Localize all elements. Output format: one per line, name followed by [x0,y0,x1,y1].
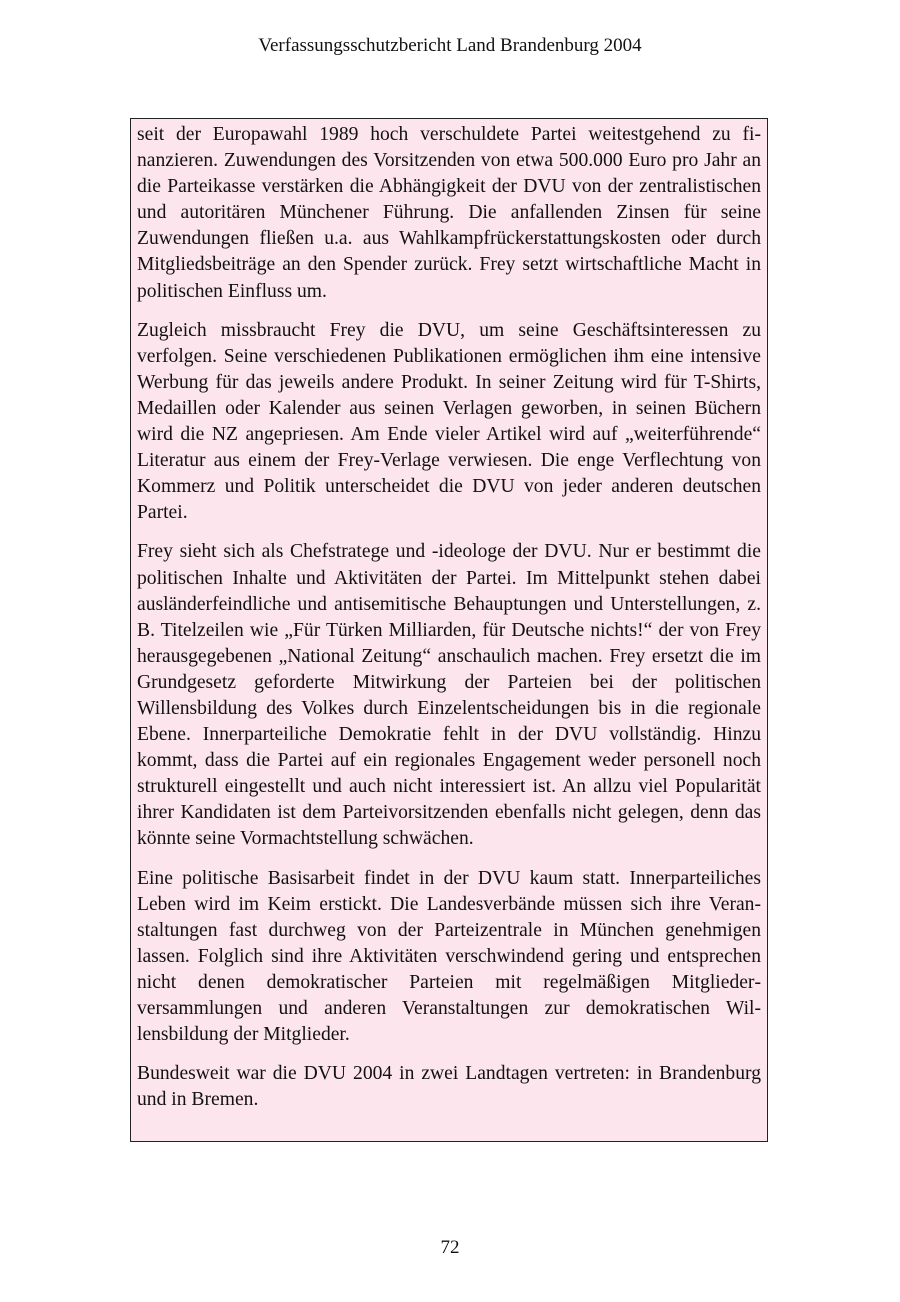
running-header: Verfassungsschutzbericht Land Brandenburg 2004 [258,35,642,56]
page-number: 72 [440,1237,460,1258]
highlighted-text-box [130,118,768,1142]
paragraph-financing: seit der Europawahl 1989 hoch verschuldete Partei weitestgehend zu finanzieren. Zuwendungen des Vorsitzenden von etwa 500.000 Euro pro Jahr an die Parteikasse verstärken die Abhängigkeit der DVU von der zentralistischen und autoritären Münchener Führung. Die anfallenden Zinsen für seine Zuwendungen fließen u.a. aus Wahlkampfrückerstattungskosten oder durch Mitgliedsbeiträge an den Spender zurück. Frey setzt wirtschaftliche Macht in politischen Einfluss um. [137,124,761,302]
paragraph-business-interests: Zugleich missbraucht Frey die DVU, um seine Geschäftsinteressen zu verfolgen. Seine verschiedenen Publikationen ermöglichen ihm eine intensive Werbung für das jeweils andere Produkt. In seiner Zeitung wird für T-Shirts, Medaillen oder Kalender aus seinen Verlagen geworben, in seinen Büchern wird die NZ angepriesen. Am Ende vieler Artikel wird auf „weiterführende“ Literatur aus einem der Frey-Verlage verwiesen. Die enge Verflechtung von Kommerz und Politik unterscheidet die DVU von jeder anderen deutschen Partei. [137,319,761,524]
paragraph-state-parliaments: Bundesweit war die DVU 2004 in zwei Landtagen vertreten: in Brandenburg und in Bremen. [137,1063,761,1111]
paragraph-grassroots-work: Eine politische Basisarbeit findet in der DVU kaum statt. Innerparteiliches Leben wird im Keim erstickt. Die Landesverbände müssen sich ihre Veranstaltungen fast durchweg von der Parteizentrale in München genehmigen lassen. Folglich sind ihre Aktivitäten verschwindend gering und entsprechen nicht denen demokratischer Parteien mit regelmäßigen Mitgliederversammlungen und anderen Veranstaltungen zur demokratischen Willensbildung der Mitglieder. [137,867,761,1046]
paragraph-chief-strategist: Frey sieht sich als Chefstratege und -ideologe der DVU. Nur er bestimmt die politischen Inhalte und Aktivitäten der Partei. Im Mittelpunkt stehen dabei ausländerfeindliche und antisemitische Behauptungen und Unterstellungen, z. B. Titelzeilen wie „Für Türken Milliarden, für Deutsche nichts!“ der von Frey herausgegebenen „National Zeitung“ anschaulich machen. Frey ersetzt die im Grundgesetz geforderte Mitwirkung der Parteien bei der politischen Willensbildung des Volkes durch Einzelentscheidungen bis in die regionale Ebene. Innerparteiliche Demokratie fehlt in der DVU vollständig. Hinzu kommt, dass die Partei auf ein regionales Engagement weder personell noch strukturell eingestellt und auch nicht interessiert ist. An allzu viel Popularität ihrer Kandidaten ist dem Parteivorsitzenden ebenfalls nicht gelegen, denn das könnte seine Vormachtstellung schwächen. [137,541,761,850]
